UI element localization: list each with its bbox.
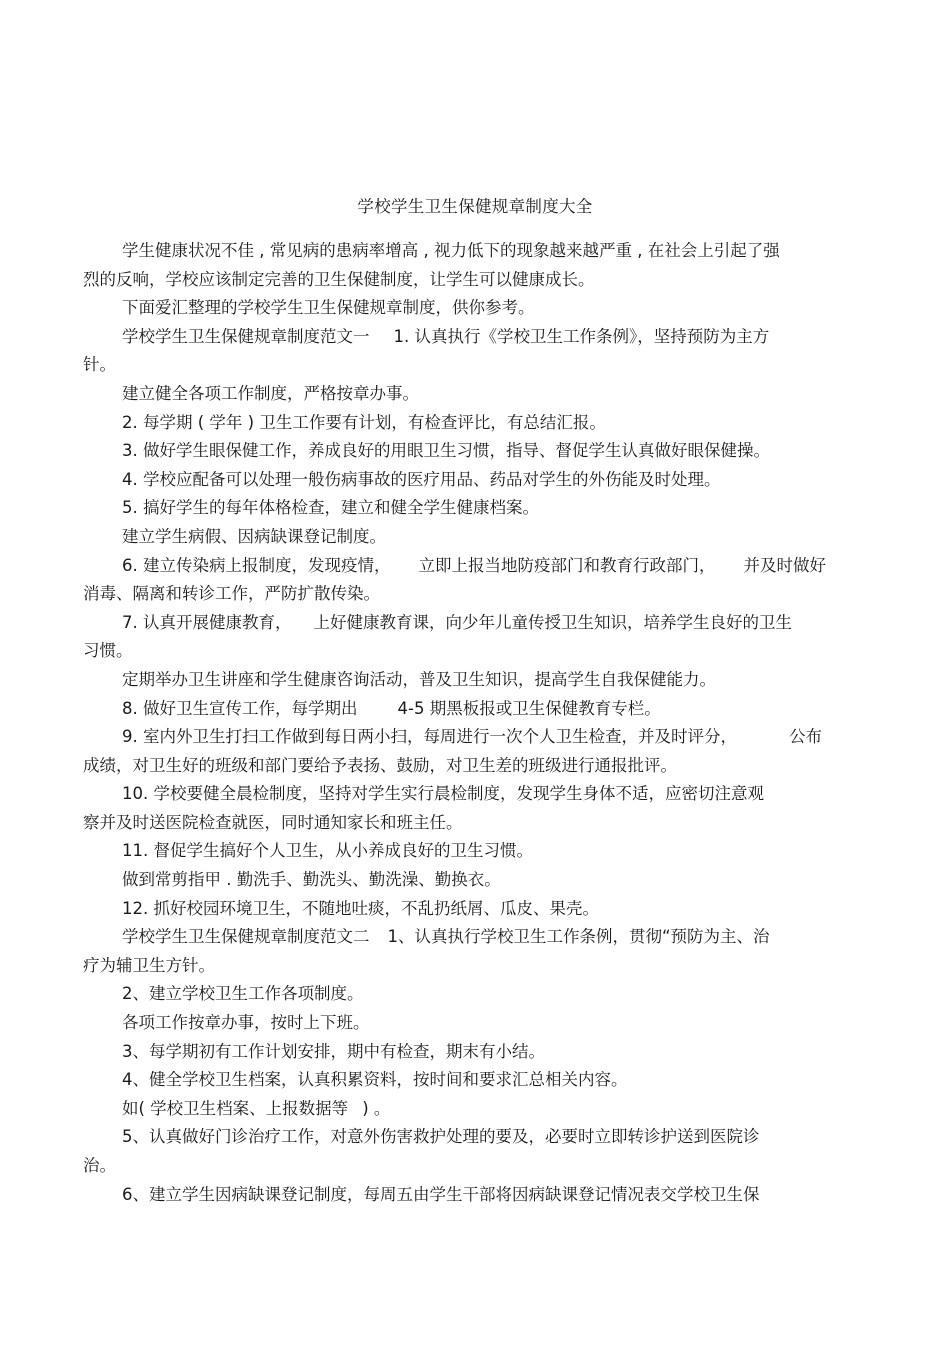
text-line [83, 666, 863, 695]
text-line [83, 952, 863, 981]
text-segment: 疗为辅卫生方针。 [83, 955, 215, 975]
text-segment: 做到常剪指甲 . 勤洗手、勤洗头、勤洗澡、勤换衣。 [122, 870, 501, 890]
text-line [83, 266, 863, 295]
text-segment: 11. 督促学生搞好个人卫生，从小养成良好的卫生习惯。 [122, 841, 533, 861]
text-segment: 定期举办卫生讲座和学生健康咨询活动，普及卫生知识，提高学生自我保健能力。 [122, 669, 716, 689]
text-segment: 4. 学校应配备可以处理一般伤病事故的医疗用品、药品对学生的外伤能及时处理。 [122, 469, 721, 489]
text-segment: 10. 学校要健全晨检制度，坚持对学生实行晨检制度，发现学生身体不适，应密切注意观 [122, 784, 764, 804]
text-line [83, 351, 863, 380]
text-line [83, 437, 863, 466]
text-line [83, 1009, 863, 1038]
text-line [83, 1123, 863, 1152]
text-segment: 治。 [83, 1156, 116, 1175]
text-line [83, 237, 863, 266]
text-segment: 学校学生卫生保健规章制度范文一 [122, 326, 370, 346]
text-segment: 9. 室内外卫生打扫工作做到每日两小扫，每周进行一次个人卫生检查，并及时评分， [122, 727, 737, 747]
text-line [83, 895, 863, 924]
text-segment: 5、认真做好门诊治疗工作，对意外伤害救护处理的要及，必要时立即转诊护送到医院诊 [122, 1127, 760, 1147]
document-body [83, 237, 863, 1209]
text-segment: 上好健康教育课，向少年儿童传授卫生知识，培养学生良好的卫生 [313, 612, 792, 632]
text-line [83, 380, 863, 409]
text-segment: ) 。 [362, 1098, 391, 1118]
text-segment: 公布 [789, 727, 822, 747]
text-segment: 并及时做好 [743, 555, 826, 575]
text-line [83, 980, 863, 1009]
text-line [83, 866, 863, 895]
text-line [83, 809, 863, 838]
text-segment: 4、健全学校卫生档案，认真积累资料，按时间和要求汇总相关内容。 [122, 1070, 628, 1090]
text-segment: 3. 做好学生眼保健工作，养成良好的用眼卫生习惯，指导、督促学生认真做好眼保健操。 [122, 441, 770, 461]
text-segment: 习惯。 [83, 641, 133, 661]
text-line [83, 723, 863, 752]
text-line [83, 637, 863, 666]
text-line [83, 923, 863, 952]
text-segment: 察并及时送医院检查就医，同时通知家长和班主任。 [83, 812, 463, 832]
text-line [83, 523, 863, 552]
text-line [83, 609, 863, 638]
text-line [83, 752, 863, 781]
text-segment: 8. 做好卫生宣传工作，每学期出 [122, 698, 358, 718]
text-line [83, 1038, 863, 1067]
text-segment: 消毒、隔离和转诊工作，严防扩散传染。 [83, 584, 380, 604]
text-segment: 6. 建立传染病上报制度，发现疫情， [122, 555, 391, 575]
text-segment: 如( 学校卫生档案、上报数据等 [122, 1098, 349, 1118]
text-segment: 建立学生病假、因病缺课登记制度。 [122, 526, 386, 546]
text-segment: 学校学生卫生保健规章制度范文二 [122, 927, 370, 947]
text-segment: 2、建立学校卫生工作各项制度。 [122, 984, 364, 1004]
text-segment: 4-5 期黑板报或卫生保健教育专栏。 [397, 698, 661, 718]
text-line [83, 466, 863, 495]
text-line [83, 494, 863, 523]
text-line [83, 1181, 863, 1210]
text-segment: 5. 搞好学生的每年体格检查，建立和健全学生健康档案。 [122, 498, 539, 518]
text-segment: 烈的反响，学校应该制定完善的卫生保健制度，让学生可以健康成长。 [83, 269, 595, 289]
text-line [83, 1152, 863, 1181]
text-segment: 1、认真执行学校卫生工作条例，贯彻“预防为主、治 [387, 927, 770, 947]
text-segment: 下面爱汇整理的学校学生卫生保健规章制度，供你参考。 [122, 298, 535, 318]
text-segment: 各项工作按章办事，按时上下班。 [122, 1013, 370, 1033]
text-line [83, 294, 863, 323]
text-line [83, 323, 863, 352]
text-line [83, 695, 863, 724]
text-line [83, 580, 863, 609]
text-segment: 1. 认真执行《学校卫生工作条例》，坚持预防为主方 [393, 326, 770, 346]
text-line [83, 1066, 863, 1095]
text-segment: 成绩，对卫生好的班级和部门要给予表扬、鼓励，对卫生差的班级进行通报批评。 [83, 755, 677, 775]
text-segment: 3、每学期初有工作计划安排，期中有检查，期末有小结。 [122, 1041, 545, 1061]
text-line [83, 837, 863, 866]
text-segment: 建立健全各项工作制度，严格按章办事。 [122, 383, 419, 403]
text-segment: 立即上报当地防疫部门和教育行政部门， [418, 555, 716, 575]
text-segment: 12. 抓好校园环境卫生，不随地吐痰，不乱扔纸屑、瓜皮、果壳。 [122, 898, 599, 918]
text-segment: 针。 [83, 355, 116, 375]
text-line [83, 1095, 863, 1124]
text-line [83, 409, 863, 438]
document-title: 学校学生卫生保健规章制度大全 [357, 197, 593, 216]
text-line [83, 780, 863, 809]
text-segment: 6、建立学生因病缺课登记制度，每周五由学生干部将因病缺课登记情况表交学校卫生保 [122, 1184, 760, 1204]
text-line [83, 552, 863, 581]
text-segment: 7. 认真开展健康教育， [122, 612, 292, 632]
text-segment: 2. 每学期 ( 学年 ) 卫生工作要有计划，有检查评比，有总结汇报。 [122, 412, 606, 432]
text-segment: 学生健康状况不佳 , 常见病的患病率增高 , 视力低下的现象越来越严重 , 在社会上引起了强 [122, 241, 780, 260]
